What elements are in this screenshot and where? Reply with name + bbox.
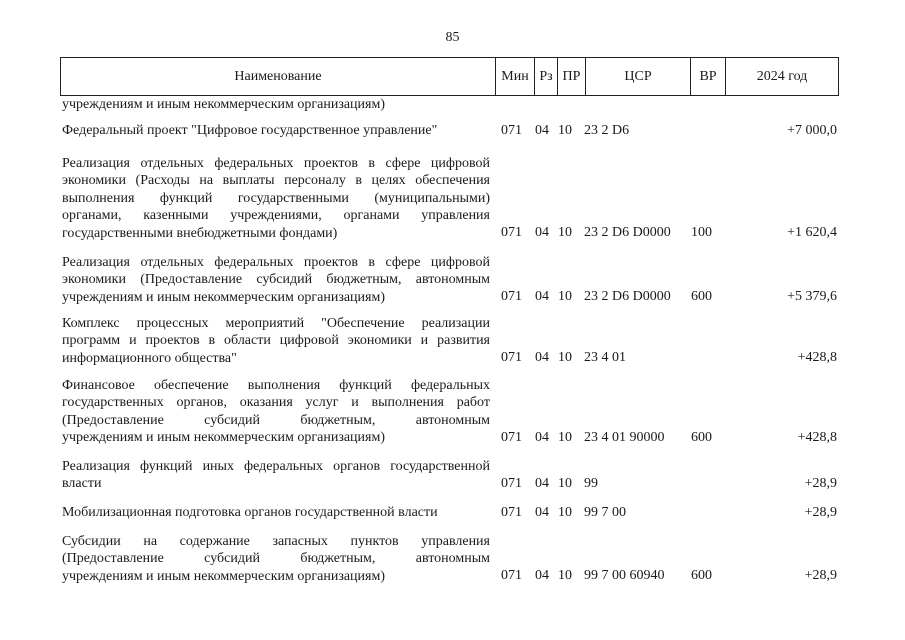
page-number: 85 [445,30,460,45]
row-name: Реализация отдельных федеральных проектов в сфере цифровой экономики (Расходы на выплаты персоналу в целях обеспечения выполнения функций государственными (муниципальными) органами, казенными учреждениями, органами управления государственными внебюджетными фондами) [62,156,490,241]
table-header [60,57,839,96]
row-pr: 10 [558,225,572,240]
header-min: Мин [501,69,529,84]
row-amount: +28,9 [804,476,837,491]
row-name: Финансовое обеспечение выполнения функций федеральных государственных органов, оказания услуг и выполнения работ (Предоставление субсидий бюджетным, автономным учреждениям и иным некоммерческим организациям) [62,378,490,446]
carryover-text: учреждениям и иным некоммерческим организациям) [62,97,386,112]
row-csr: 23 2 D6 [584,123,630,138]
header-pr: ПР [562,69,581,84]
row-amount: +7 000,0 [787,123,837,138]
row-amount: +1 620,4 [787,225,837,240]
row-vr: 600 [691,430,712,445]
row-rz: 04 [535,430,549,445]
row-rz: 04 [535,225,549,240]
row-amount: +5 379,6 [787,289,837,304]
header-year: 2024 год [756,69,808,84]
row-pr: 10 [558,123,572,138]
row-pr: 10 [558,350,572,365]
row-name: Субсидии на содержание запасных пунктов управления (Предоставление субсидий бюджетным, автономным учреждениям и иным некоммерческим организациям) [62,534,490,584]
row-min: 071 [501,289,522,304]
row-name: Реализация функций иных федеральных органов государственной власти [62,459,490,492]
row-vr: 600 [691,289,712,304]
row-pr: 10 [558,476,572,491]
row-csr: 99 7 00 [584,505,626,520]
row-vr: 600 [691,568,712,583]
row-min: 071 [501,123,522,138]
header-name: Наименование [234,69,322,84]
row-min: 071 [501,476,522,491]
header-csr: ЦСР [624,69,652,84]
row-pr: 10 [558,289,572,304]
row-name: Реализация отдельных федеральных проектов в сфере цифровой экономики (Предоставление субсидий бюджетным, автономным учреждениям и иным некоммерческим организациям) [62,255,490,305]
row-csr: 99 [584,476,598,491]
row-rz: 04 [535,568,549,583]
row-amount: +28,9 [804,568,837,583]
row-amount: +428,8 [797,350,837,365]
row-vr: 100 [691,225,712,240]
row-rz: 04 [535,505,549,520]
row-rz: 04 [535,289,549,304]
row-csr: 99 7 00 60940 [584,568,665,583]
row-rz: 04 [535,123,549,138]
row-pr: 10 [558,430,572,445]
row-amount: +28,9 [804,505,837,520]
row-min: 071 [501,505,522,520]
row-csr: 23 4 01 [584,350,626,365]
row-pr: 10 [558,505,572,520]
row-csr: 23 2 D6 D0000 [584,289,671,304]
row-name: Мобилизационная подготовка органов государственной власти [62,505,438,520]
row-name: Федеральный проект "Цифровое государственное управление" [62,123,438,138]
row-name: Комплекс процессных мероприятий "Обеспечение реализации программ и проектов в области цифровой экономики и развития информационного общества" [62,316,490,366]
row-min: 071 [501,350,522,365]
row-rz: 04 [535,476,549,491]
row-min: 071 [501,430,522,445]
row-csr: 23 2 D6 D0000 [584,225,671,240]
row-amount: +428,8 [797,430,837,445]
header-vr: ВР [699,69,717,84]
row-min: 071 [501,225,522,240]
row-min: 071 [501,568,522,583]
row-rz: 04 [535,350,549,365]
row-csr: 23 4 01 90000 [584,430,665,445]
header-rz: Рз [539,69,553,84]
row-pr: 10 [558,568,572,583]
